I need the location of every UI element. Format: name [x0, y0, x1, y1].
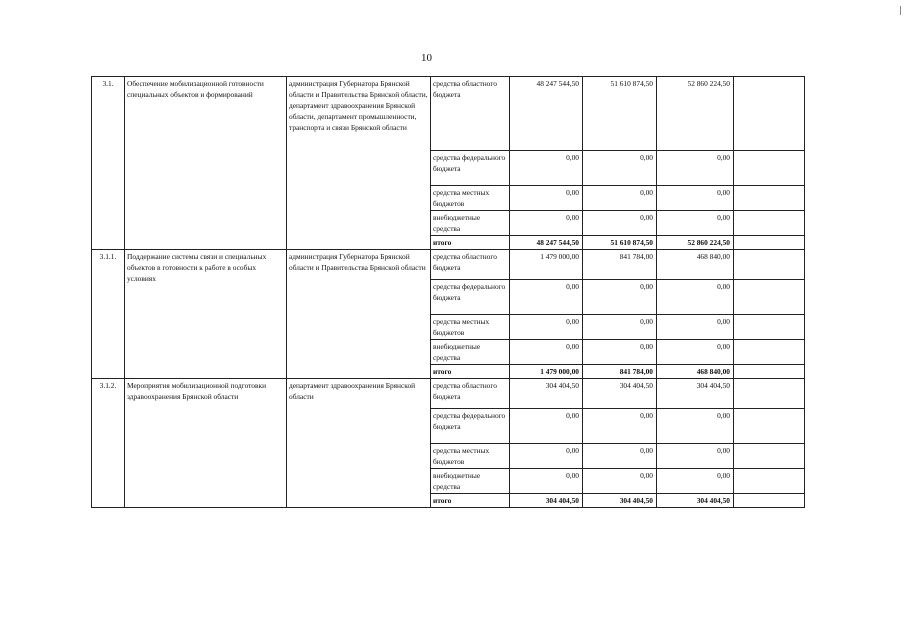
amount-year-2: 304 404,50 [583, 379, 657, 409]
amount-year-2: 51 610 874,50 [583, 77, 657, 151]
page-number: 10 [421, 52, 432, 64]
empty-cell [734, 365, 805, 379]
funding-row [92, 77, 805, 151]
item-code: 3.1.1. [92, 250, 125, 379]
amount-year-3: 0,00 [657, 469, 734, 494]
amount-year-1: 0,00 [510, 340, 583, 365]
funding-source: средства областного бюджета [431, 379, 510, 409]
amount-year-2: 0,00 [583, 444, 657, 469]
item-executor: администрация Губернатора Брянской области и Правительства Брянской области, департамент здравоохранения Брянской области, департамент промышленности, транспорта и связи Брянской области [287, 77, 431, 250]
item-executor: департамент здравоохранения Брянской области [287, 379, 431, 508]
amount-year-2: 0,00 [583, 469, 657, 494]
budget-table [91, 76, 805, 508]
empty-cell [734, 236, 805, 250]
amount-year-1: 304 404,50 [510, 379, 583, 409]
funding-source: средства федерального бюджета [431, 280, 510, 315]
amount-year-1: 0,00 [510, 280, 583, 315]
amount-year-2: 0,00 [583, 211, 657, 236]
amount-year-2: 841 784,00 [583, 250, 657, 280]
amount-year-1: 48 247 544,50 [510, 77, 583, 151]
amount-year-2: 304 404,50 [583, 494, 657, 508]
amount-year-1: 0,00 [510, 444, 583, 469]
amount-year-2: 841 784,00 [583, 365, 657, 379]
item-code: 3.1. [92, 77, 125, 250]
amount-year-2: 0,00 [583, 186, 657, 211]
funding-source: средства федерального бюджета [431, 151, 510, 186]
empty-cell [734, 340, 805, 365]
funding-source: средства местных бюджетов [431, 444, 510, 469]
funding-source: внебюджетные средства [431, 469, 510, 494]
funding-source: средства областного бюджета [431, 77, 510, 151]
amount-year-3: 0,00 [657, 211, 734, 236]
empty-cell [734, 280, 805, 315]
empty-cell [734, 469, 805, 494]
funding-row [92, 250, 805, 280]
amount-year-3: 52 860 224,50 [657, 77, 734, 151]
item-name: Обеспечение мобилизационной готовности специальных объектов и формирований [125, 77, 287, 250]
funding-source: средства федерального бюджета [431, 409, 510, 444]
empty-cell [734, 211, 805, 236]
amount-year-3: 468 840,00 [657, 365, 734, 379]
empty-cell [734, 315, 805, 340]
amount-year-1: 0,00 [510, 211, 583, 236]
funding-source: итого [431, 494, 510, 508]
empty-cell [734, 494, 805, 508]
funding-source: итого [431, 236, 510, 250]
item-executor: администрация Губернатора Брянской области и Правительства Брянской области [287, 250, 431, 379]
amount-year-2: 0,00 [583, 340, 657, 365]
item-code: 3.1.2. [92, 379, 125, 508]
amount-year-2: 0,00 [583, 280, 657, 315]
empty-cell [734, 151, 805, 186]
amount-year-3: 0,00 [657, 151, 734, 186]
amount-year-2: 0,00 [583, 151, 657, 186]
amount-year-2: 0,00 [583, 409, 657, 444]
amount-year-2: 51 610 874,50 [583, 236, 657, 250]
empty-cell [734, 186, 805, 211]
amount-year-1: 0,00 [510, 315, 583, 340]
amount-year-1: 0,00 [510, 409, 583, 444]
amount-year-3: 0,00 [657, 280, 734, 315]
amount-year-1: 0,00 [510, 469, 583, 494]
funding-source: внебюджетные средства [431, 340, 510, 365]
amount-year-1: 0,00 [510, 186, 583, 211]
amount-year-1: 304 404,50 [510, 494, 583, 508]
amount-year-3: 0,00 [657, 186, 734, 211]
empty-cell [734, 250, 805, 280]
amount-year-3: 0,00 [657, 315, 734, 340]
corner-mark [900, 6, 901, 15]
amount-year-3: 304 404,50 [657, 494, 734, 508]
amount-year-2: 0,00 [583, 315, 657, 340]
amount-year-3: 52 860 224,50 [657, 236, 734, 250]
empty-cell [734, 379, 805, 409]
amount-year-3: 468 840,00 [657, 250, 734, 280]
funding-source: внебюджетные средства [431, 211, 510, 236]
funding-source: итого [431, 365, 510, 379]
funding-source: средства областного бюджета [431, 250, 510, 280]
amount-year-3: 0,00 [657, 409, 734, 444]
item-name: Поддержание системы связи и специальных объектов в готовности к работе в особых условиях [125, 250, 287, 379]
amount-year-3: 0,00 [657, 340, 734, 365]
empty-cell [734, 409, 805, 444]
amount-year-3: 0,00 [657, 444, 734, 469]
amount-year-1: 1 479 000,00 [510, 250, 583, 280]
amount-year-3: 304 404,50 [657, 379, 734, 409]
funding-source: средства местных бюджетов [431, 186, 510, 211]
funding-row [92, 379, 805, 409]
empty-cell [734, 444, 805, 469]
amount-year-1: 0,00 [510, 151, 583, 186]
amount-year-1: 1 479 000,00 [510, 365, 583, 379]
amount-year-1: 48 247 544,50 [510, 236, 583, 250]
empty-cell [734, 77, 805, 151]
item-name: Мероприятия мобилизационной подготовки здравоохранения Брянской области [125, 379, 287, 508]
funding-source: средства местных бюджетов [431, 315, 510, 340]
